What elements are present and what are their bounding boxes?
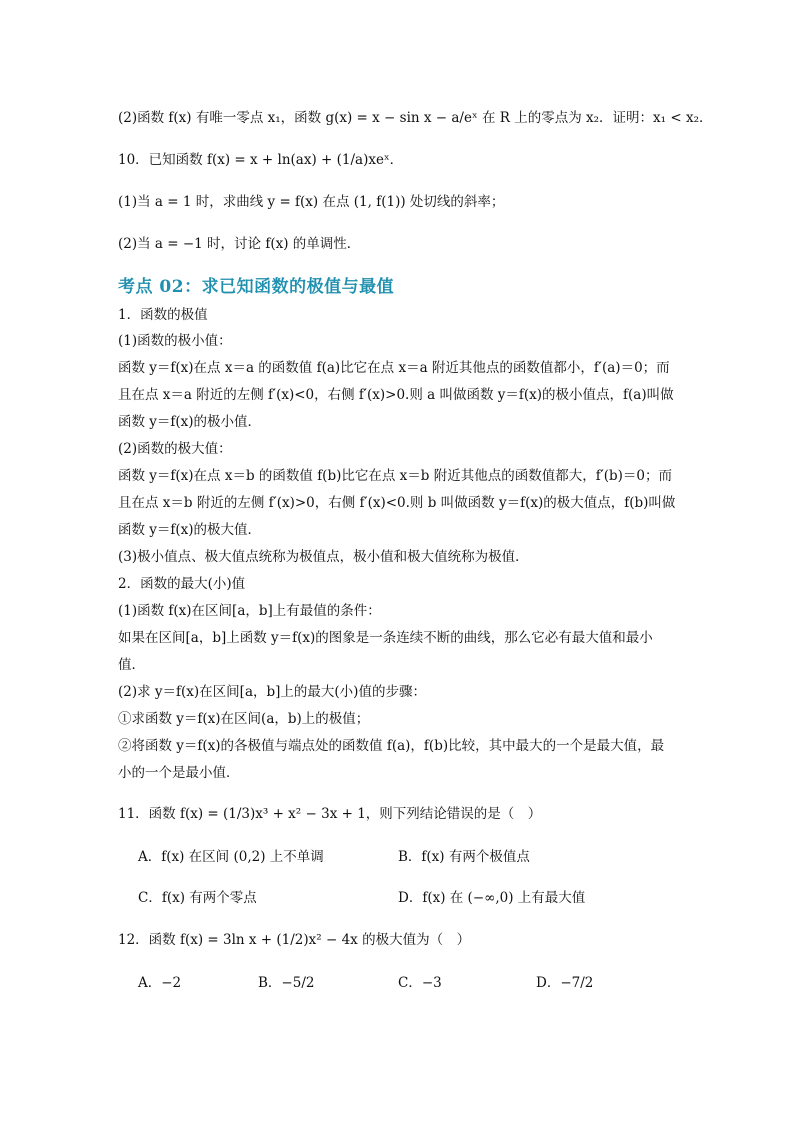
- s1-min-line3: 函数 y＝f(x)的极小值．: [118, 414, 262, 430]
- q10-stem: 10．已知函数 f(x) = x + ln(ax) + (1/a)xeˣ．: [118, 152, 404, 168]
- section-heading: 考点 02：求已知函数的极值与最值: [118, 277, 395, 297]
- q11-option-a: A．f(x) 在区间 (0,2) 上不单调: [138, 849, 324, 865]
- q12-option-b: B．−5/2: [258, 975, 315, 991]
- q11-option-c: C．f(x) 有两个零点: [138, 890, 257, 906]
- q11-stem: 11．函数 f(x) = (1/3)x³ + x² − 3x + 1，则下列结论错误的是（ ）: [118, 806, 542, 822]
- s1-min-line2: 且在点 x＝a 附近的左侧 f′(x)<0，右侧 f′(x)>0.则 a 叫做函数 y＝f(x)的极小值点，f(a)叫做: [118, 387, 674, 403]
- s2-cond-line1: 如果在区间[a，b]上函数 y＝f(x)的图象是一条连续不断的曲线，那么它必有最大值和最小: [118, 630, 653, 646]
- q10-part2: (2)当 a = −1 时，讨论 f(x) 的单调性．: [118, 236, 361, 252]
- s2-step2-line1: ②将函数 y＝f(x)的各极值与端点处的函数值 f(a)，f(b)比较，其中最大的一个是最大值，最: [118, 738, 665, 754]
- s2-cond-line2: 值．: [118, 657, 145, 673]
- q10-part1: (1)当 a = 1 时，求曲线 y = f(x) 在点 (1, f(1)) 处切线的斜率；: [118, 194, 505, 210]
- q9-part2: (2)函数 f(x) 有唯一零点 x₁，函数 g(x) = x − sin x − a/eˣ 在 R 上的零点为 x₂．证明：x₁ < x₂．: [118, 110, 713, 126]
- s1-min-line1: 函数 y＝f(x)在点 x＝a 的函数值 f(a)比它在点 x＝a 附近其他点的函数值都小，f′(a)＝0；而: [118, 360, 670, 376]
- q12-option-d: D．−7/2: [536, 975, 594, 991]
- s1-max-line1: 函数 y＝f(x)在点 x＝b 的函数值 f(b)比它在点 x＝b 附近其他点的函数值都大，f′(b)＝0；而: [118, 468, 673, 484]
- s1-title: 1．函数的极值: [118, 307, 208, 323]
- s2-cond-title: (1)函数 f(x)在区间[a，b]上有最值的条件：: [118, 603, 381, 619]
- s1-max-title: (2)函数的极大值：: [118, 441, 232, 457]
- s2-title: 2．函数的最大(小)值: [118, 576, 246, 592]
- q11-option-d: D．f(x) 在 (−∞,0) 上有最大值: [398, 890, 586, 906]
- q12-stem: 12．函数 f(x) = 3ln x + (1/2)x² − 4x 的极大值为（ ）: [118, 932, 471, 948]
- s2-step2-line2: 小的一个是最小值．: [118, 765, 240, 781]
- q12-option-c: C．−3: [398, 975, 442, 991]
- s2-step1: ①求函数 y＝f(x)在区间(a，b)上的极值；: [118, 711, 370, 727]
- s1-summary: (3)极小值点、极大值点统称为极值点，极小值和极大值统称为极值．: [118, 549, 529, 565]
- s1-min-title: (1)函数的极小值：: [118, 333, 232, 349]
- s1-max-line3: 函数 y＝f(x)的极大值．: [118, 522, 262, 538]
- q11-option-b: B．f(x) 有两个极值点: [398, 849, 530, 865]
- q12-option-a: A．−2: [138, 975, 182, 991]
- s1-max-line2: 且在点 x＝b 附近的左侧 f′(x)>0，右侧 f′(x)<0.则 b 叫做函数 y＝f(x)的极大值点，f(b)叫做: [118, 495, 676, 511]
- s2-steps-title: (2)求 y＝f(x)在区间[a，b]上的最大(小)值的步骤：: [118, 684, 426, 700]
